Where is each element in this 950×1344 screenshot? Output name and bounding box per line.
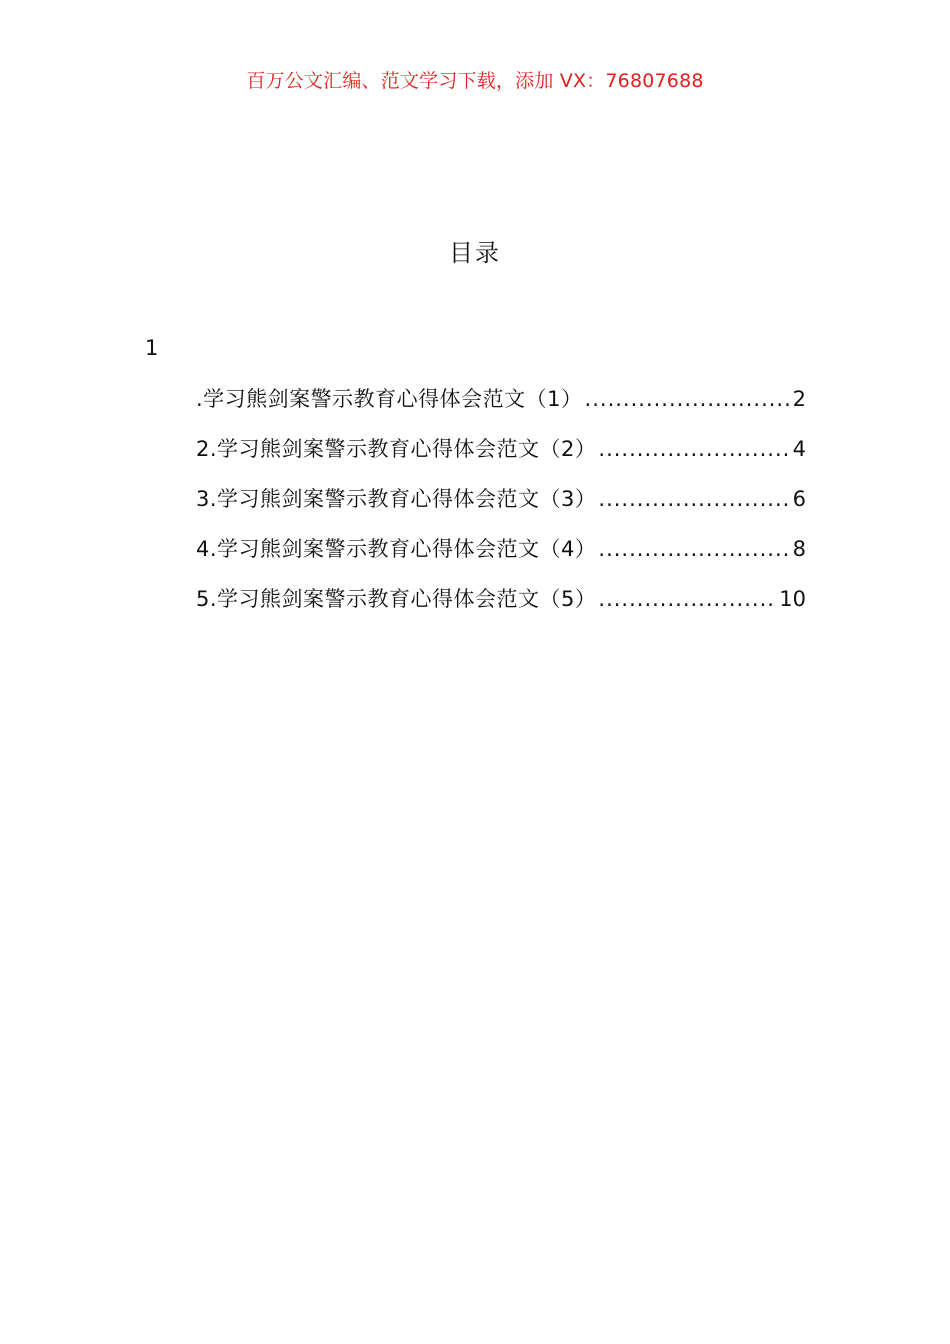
toc-entry-title: .学习熊剑案警示教育心得体会范文（1） [196, 387, 583, 411]
toc-dot-leader [598, 437, 790, 461]
toc-entry-title: 2.学习熊剑案警示教育心得体会范文（2） [196, 437, 597, 461]
toc-page-number: 4 [792, 437, 806, 461]
header-banner: 百万公文汇编、范文学习下载，添加 VX：76807688 [246, 70, 704, 92]
toc-entry-4[interactable] [196, 533, 806, 583]
toc-entry-5[interactable] [196, 583, 806, 633]
toc-entry-title: 3.学习熊剑案警示教育心得体会范文（3） [196, 487, 597, 511]
toc-dot-leader [598, 537, 790, 561]
toc-entry-title: 4.学习熊剑案警示教育心得体会范文（4） [196, 537, 597, 561]
toc-dot-leader [585, 387, 791, 411]
toc-list [196, 383, 806, 633]
toc-page-number: 6 [792, 487, 806, 511]
toc-number-line: 1 [145, 336, 159, 360]
toc-page-number: 2 [792, 387, 806, 411]
toc-dot-leader [598, 487, 790, 511]
toc-page-number: 8 [792, 537, 806, 561]
page-title: 目录 [449, 239, 501, 267]
toc-page-number: 10 [779, 587, 806, 611]
toc-dot-leader [598, 587, 777, 611]
toc-entry-title: 5.学习熊剑案警示教育心得体会范文（5） [196, 587, 597, 611]
toc-entry-3[interactable] [196, 483, 806, 533]
toc-entry-1[interactable] [196, 383, 806, 433]
toc-entry-2[interactable] [196, 433, 806, 483]
